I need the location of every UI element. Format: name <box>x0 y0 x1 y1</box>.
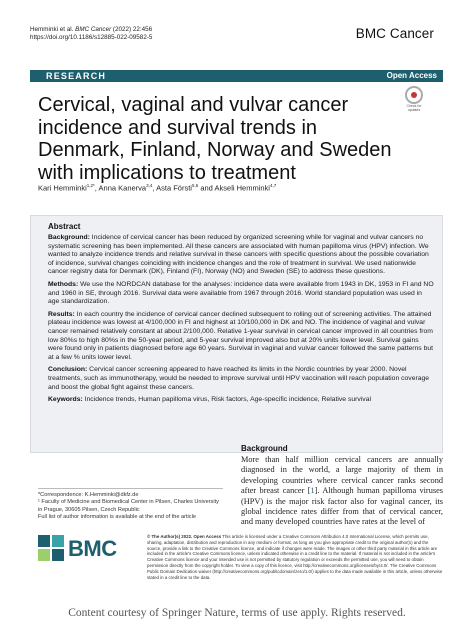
abstract-section-label: Results: <box>48 310 75 318</box>
background-text-part: ]. Although human papilloma viruses (HPV) is the major risk factor also for vaginal cancer, its global incidence rates differ from that of cervical cancer, and many developed countries have rates at the level of <box>241 486 443 527</box>
check-updates-line2: updates <box>407 108 421 112</box>
journal-brand: BMC Cancer <box>355 26 434 41</box>
abstract-sections <box>48 234 435 405</box>
abstract-paragraph <box>48 396 435 405</box>
citation-authors: Hemminki et al. <box>30 26 76 33</box>
reference-link[interactable]: 1 <box>310 486 315 496</box>
background-text <box>241 455 443 528</box>
abstract-section-text: Incidence of cervical cancer has been reduced by organized screening while for vaginal and vulvar cancers no systematic screening has been implemented. All these cancers are associated with human papilloma virus (HPV) infection. We wanted to analyze incidence trends and relative survival in these cancers with specific questions about the possible covariation of incidence, survival changes coinciding with incidence changes and the role of treatment in survival. We used nationwide cancer registry data for Denmark (DK), Finland (FI), Norway (NO) and Sweden (SE) to address these questions. <box>48 234 429 276</box>
abstract-heading: Abstract <box>48 222 81 231</box>
article-title: Cervical, vaginal and vulvar cancer incidence and survival trends in Denmark, Finland, Norway and Sweden with implications to treatment <box>38 94 392 184</box>
abstract-section-label: Background: <box>48 234 90 241</box>
logo-square <box>38 535 50 547</box>
abstract-section-label: Conclusion: <box>48 366 88 374</box>
abstract-section-label: Methods: <box>48 280 79 288</box>
author-affiliation-sup: 3,4 <box>146 183 153 188</box>
check-updates-line1: Check for <box>406 104 422 108</box>
abstract-section-text: In each country the incidence of cervical cancer declined subsequent to rolling out of screening activities. The attained plateau incidence was lowest at 4/100,000 in FI and highest at 10/100,000 in DK and NO. The incidence of vaginal and vulvar cancer remained relatively constant at about 2/100,000. Relative 1-year survival in cervical cancer improved in all countries from low 80%s to high 80%s in the 50-year period, and 5-year survival improved also but at 20% units lower level. Survival gains were found only in patients diagnosed before age 60 years. Survival in vaginal and vulvar cancer followed the same patterns but at a few % units lower level. <box>48 310 434 361</box>
author-list <box>38 183 276 193</box>
logo-square <box>52 535 64 547</box>
license-label: © The Author(s) 2022. Open Access <box>147 534 222 539</box>
footnote-block <box>38 492 223 522</box>
author-separator: and <box>198 183 215 193</box>
citation-year-pages: (2022) 22:456 <box>111 26 153 33</box>
abstract-paragraph <box>48 234 435 277</box>
abstract-box <box>30 215 443 453</box>
author-affiliation-sup: 5,6 <box>191 183 199 188</box>
author-separator: , <box>94 183 99 193</box>
affiliation: ¹ Faculty of Medicine and Biomedical Center in Pilsen, Charles University in Prague, 30605 Pilsen, Czech Republic <box>38 499 219 513</box>
abstract-section-text: We use the NORDCAN database for the analyses: incidence data were available from 1943 in DK, 1953 in FI and NO and 1960 in SE, through 2016. Survival data were available from 1967 through 2016. World standard population was used in age standardization. <box>48 280 434 306</box>
author-name[interactable]: Asta Försti <box>156 183 192 193</box>
courtesy-footer: Content courtesy of Springer Nature, terms of use apply. Rights reserved. <box>68 607 406 619</box>
citation-journal: BMC Cancer <box>75 26 112 33</box>
background-text-part: More than half million cervical cancers are annually diagnosed in the world, a large majority of them in developing countries where cervical cancer ranks second after breast cancer [ <box>241 455 443 496</box>
author-affiliation-sup: 4,7 <box>269 183 277 188</box>
abstract-paragraph <box>48 366 435 392</box>
bmc-logo <box>38 535 128 561</box>
license-body: This article is licensed under a Creative Commons Attribution 4.0 International License, which permits use, sharing, adaptation, distribution and reproduction in any medium or format, as long as you give appropriate credit to the original author(s) and the source, provide a link to the Creative Commons licence, and indicate if changes were made. The images or other third party material in this article are included in the article's Creative Commons licence, unless indicated otherwise in a credit line to the material. If material is not included in the article's Creative Commons licence and your intended use is not permitted by statutory regulation or exceeds the permitted use, you will need to obtain permission directly from the copyright holder. To view a copy of this licence, visit http://creativecommons.org/licenses/by/4.0/. The Creative Commons Public Domain Dedication waiver (http://creativecommons.org/publicdomain/zero/1.0/) applies to the data made available in this article, unless otherwise stated in a credit line to the data. <box>147 534 443 580</box>
article-type-label: RESEARCH <box>46 71 107 81</box>
bmc-logo-mark-icon <box>38 535 64 561</box>
logo-square <box>52 549 64 561</box>
research-bar <box>30 70 443 82</box>
author-affiliation-sup: 1,2* <box>86 183 95 188</box>
license-text <box>147 534 443 580</box>
abstract-paragraph <box>48 311 435 363</box>
bmc-logo-word: BMC <box>68 536 117 561</box>
citation-line <box>30 26 152 34</box>
background-heading: Background <box>241 444 288 453</box>
citation-block <box>30 26 152 42</box>
abstract-section-text: Cervical cancer screening appeared to have reached its limits in the Nordic countries by year 2000. Novel treatments, such as immunotherapy, would be needed to improve survival until HPV vaccination will reach population coverage and boost the global fight against these cancers. <box>48 366 430 391</box>
abstract-paragraph <box>48 281 435 307</box>
correspondence[interactable]: *Correspondence: K.Hemminki@dkfz.de <box>38 492 139 498</box>
check-for-updates-badge[interactable] <box>402 86 426 112</box>
check-updates-icon <box>405 86 423 104</box>
footnote-divider <box>38 488 223 489</box>
author-separator: , <box>152 183 157 193</box>
doi-link[interactable]: https://doi.org/10.1186/s12885-022-09582-5 <box>30 34 153 41</box>
open-access-badge: Open Access <box>381 70 443 82</box>
author-info-note: Full list of author information is available at the end of the article <box>38 514 196 521</box>
logo-square <box>38 549 50 561</box>
author-name[interactable]: Anna Kanerva <box>98 183 147 193</box>
author-name[interactable]: Akseli Hemminki <box>214 183 270 193</box>
author-name[interactable]: Kari Hemminki <box>38 183 87 193</box>
abstract-section-label: Keywords: <box>48 396 83 404</box>
abstract-section-text: Incidence trends, Human papilloma virus, Risk factors, Age-specific incidence, Relative survival <box>82 396 371 404</box>
